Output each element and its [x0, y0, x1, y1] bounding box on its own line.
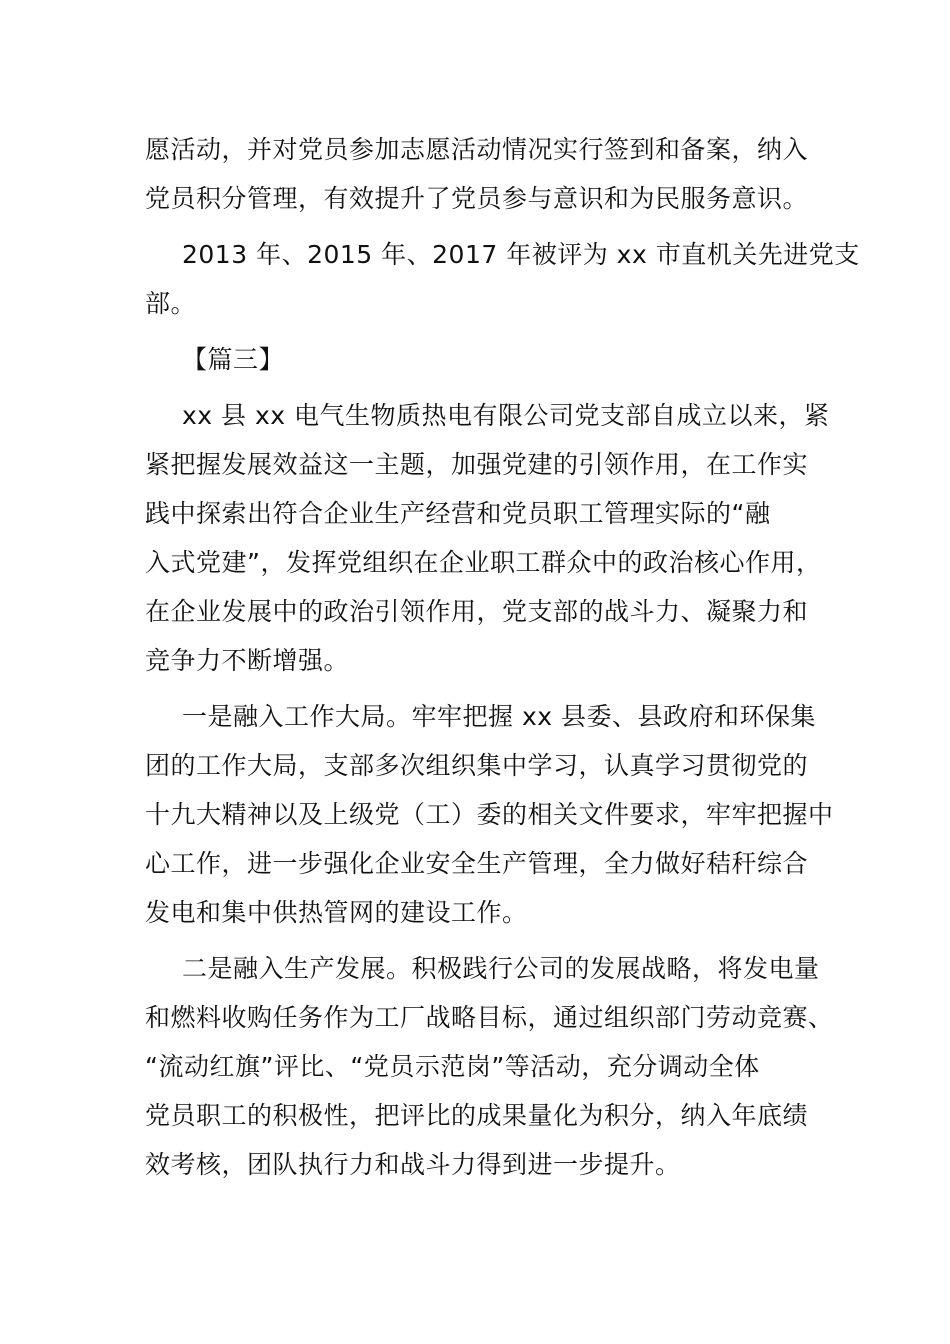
paragraph-awards: [145, 230, 860, 328]
text-line: 党员积分管理，有效提升了党员参与意识和为民服务意识。: [145, 184, 809, 213]
text-line: 一是融入工作大局。牢牢把握 xx 县委、县政府和环保集: [182, 702, 816, 731]
text-line: “流动红旗”评比、“党员示范岗”等活动，充分调动全体: [145, 1052, 760, 1081]
text-line: 二是融入生产发展。积极践行公司的发展战略，将发电量: [182, 954, 820, 983]
text-line: 党员职工的积极性，把评比的成果量化为积分，纳入年底绩: [145, 1101, 809, 1130]
text-line: 发电和集中供热管网的建设工作。: [145, 898, 528, 927]
text-line: xx 县 xx 电气生物质热电有限公司党支部自成立以来，紧: [182, 401, 830, 430]
text-line: 十九大精神以及上级党（工）委的相关文件要求，牢牢把握中: [145, 800, 834, 829]
text-line: 部。: [145, 289, 197, 318]
document-body: [145, 125, 860, 1196]
text-line: 心工作，进一步强化企业安全生产管理，全力做好秸秆综合: [145, 849, 809, 878]
text-line: 入式党建”，发挥党组织在企业职工群众中的政治核心作用，: [145, 548, 822, 577]
text-line: 2013 年、2015 年、2017 年被评为 xx 市直机关先进党支: [182, 240, 860, 269]
paragraph-production: [145, 944, 834, 1189]
text-line: 愿活动，并对党员参加志愿活动情况实行签到和备案，纳入: [145, 135, 809, 164]
text-line: 竞争力不断增强。: [145, 646, 350, 675]
text-line: 践中探索出符合企业生产经营和党员职工管理实际的“融: [145, 499, 771, 528]
text-line: 紧把握发展效益这一主题，加强党建的引领作用，在工作实: [145, 450, 809, 479]
text-line: 团的工作大局，支部多次组织集中学习，认真学习贯彻党的: [145, 751, 809, 780]
paragraph-work-overall: [145, 692, 834, 937]
paragraph-intro: [145, 391, 830, 685]
paragraph-volunteer-continuation: [145, 125, 810, 223]
text-line: 在企业发展中的政治引领作用，党支部的战斗力、凝聚力和: [145, 597, 809, 626]
text-line: 和燃料收购任务作为工厂战略目标，通过组织部门劳动竞赛、: [145, 1003, 834, 1032]
section-heading-text: 【篇三】: [182, 345, 285, 374]
section-heading: [145, 335, 810, 384]
text-line: 效考核，团队执行力和战斗力得到进一步提升。: [145, 1150, 681, 1179]
